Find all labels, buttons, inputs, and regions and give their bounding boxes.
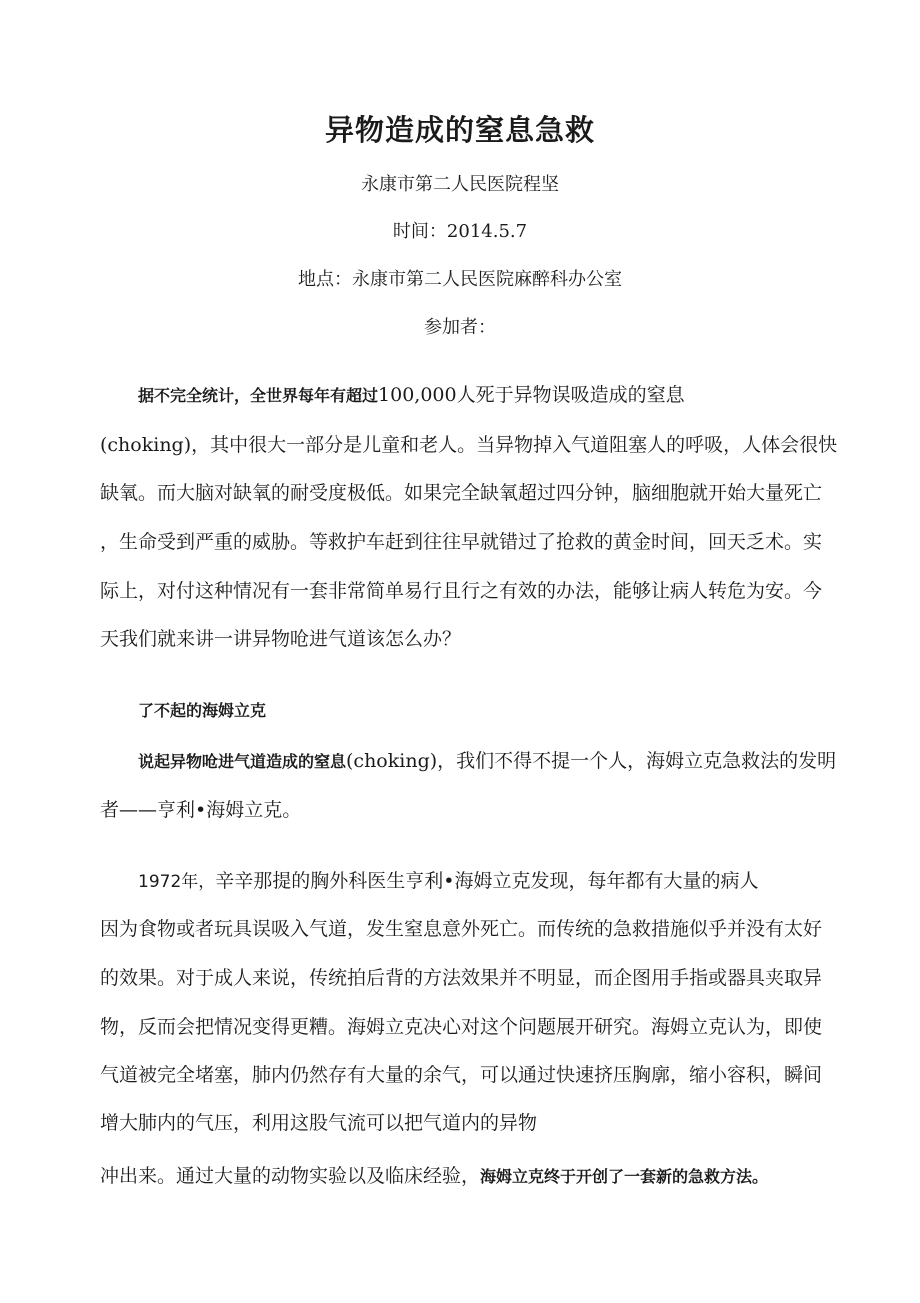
time-line: 时间：2014.5.7: [392, 221, 528, 242]
intro-line: (choking)，其中很大一部分是儿童和老人。当异物掉入气道阻塞人的呼吸，人体会很快: [100, 434, 838, 456]
intro-lead-bold: 据不完全统计，全世界每年有超过: [138, 386, 379, 405]
intro-line: 缺氧。而大脑对缺氧的耐受度极低。如果完全缺氧超过四分钟，脑细胞就开始大量死亡: [100, 482, 823, 504]
paragraph1-first-line: [138, 746, 836, 773]
paragraph2-line: 因为食物或者玩具误吸入气道，发生窒息意外死亡。而传统的急救措施似乎并没有太好: [100, 918, 823, 940]
paragraph2-first-line: [138, 866, 758, 893]
intro-first-line: [138, 380, 685, 407]
author-line: 永康市第二人民医院程坚: [361, 174, 559, 195]
paragraph2-lead-year: 1972年，: [138, 872, 216, 892]
intro-line: 际上，对付这种情况有一套非常简单易行且行之有效的办法，能够让病人转危为安。今: [100, 580, 823, 602]
paragraph2-line: 的效果。对于成人来说，传统拍后背的方法效果并不明显，而企图用手指或器具夹取异: [100, 967, 823, 989]
paragraph1-bold: 说起异物呛进气道造成的窒息: [138, 752, 347, 771]
intro-lead-rest: 100,000人死于异物误吸造成的窒息: [378, 384, 685, 406]
paragraph2-last-rest: 冲出来。通过大量的动物实验以及临床经验，: [100, 1165, 481, 1187]
paragraph1-line: 者——亨利•海姆立克。: [100, 799, 302, 821]
participants-line: 参加者：: [424, 317, 496, 338]
paragraph2-last-bold: 海姆立克终于开创了一套新的急救方法。: [480, 1167, 769, 1186]
paragraph2-last-line: [100, 1161, 768, 1188]
section-heading: 了不起的海姆立克: [138, 701, 267, 720]
paragraph1-rest: (choking)，我们不得不提一个人，海姆立克急救法的发明: [346, 750, 837, 772]
location-line: 地点：永康市第二人民医院麻醉科办公室: [298, 269, 622, 290]
paragraph2-line: 气道被完全堵塞，肺内仍然存有大量的余气，可以通过快速挤压胸廓，缩小容积，瞬间: [100, 1064, 823, 1086]
paragraph2-lead-rest: 辛辛那提的胸外科医生亨利•海姆立克发现，每年都有大量的病人: [215, 870, 759, 892]
paragraph2-line: 物，反而会把情况变得更糟。海姆立克决心对这个问题展开研究。海姆立克认为，即使: [100, 1016, 823, 1038]
intro-line: ，生命受到严重的威胁。等救护车赶到往往早就错过了抢救的黄金时间，回天乏术。实: [100, 531, 823, 553]
document-title: 异物造成的窒息急救: [324, 113, 595, 147]
paragraph2-line: 增大肺内的气压，利用这股气流可以把气道内的异物: [100, 1112, 538, 1134]
intro-line: 天我们就来讲一讲异物呛进气道该怎么办？: [100, 628, 462, 650]
